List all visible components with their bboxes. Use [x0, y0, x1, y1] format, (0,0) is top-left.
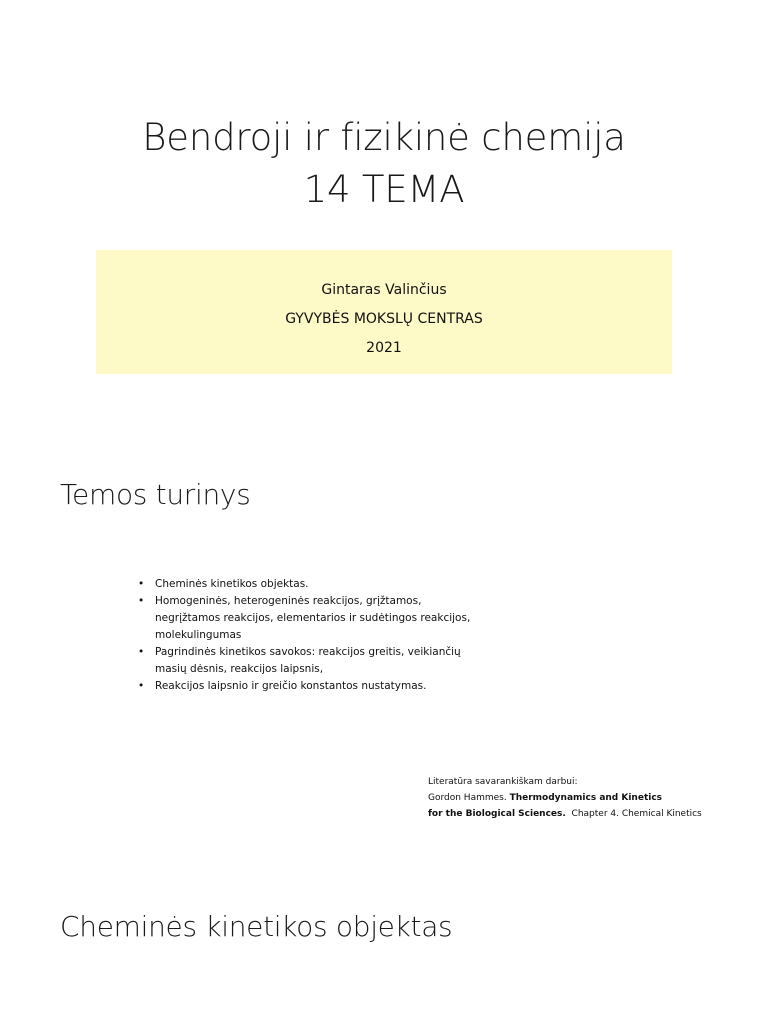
list-item-line: Cheminės kinetikos objektas.: [155, 578, 309, 590]
institution-name: GYVYBĖS MOKSLŲ CENTRAS: [285, 311, 483, 327]
year: 2021: [366, 340, 402, 356]
bullet-icon: •: [138, 595, 145, 607]
slide-title: [0, 112, 768, 216]
list-item: [138, 678, 470, 695]
book-title-part-1: Thermodynamics and Kinetics: [509, 793, 663, 803]
list-item-line: Reakcijos laipsnio ir greičio konstantos nustatymas.: [155, 680, 427, 692]
literature-author: Gordon Hammes.: [428, 793, 507, 803]
literature-note: [428, 774, 702, 822]
contents-heading: Temos turinys: [60, 478, 251, 511]
bullet-icon: •: [138, 578, 145, 590]
book-chapter: Chapter 4. Chemical Kinetics: [571, 809, 702, 819]
title-line-1: Bendroji ir fizikinė chemija: [142, 116, 626, 159]
literature-line-1: [428, 790, 702, 806]
list-item: [138, 644, 470, 678]
list-item: [138, 576, 470, 593]
list-item-line: negrįžtamos reakcijos, elementarios ir sudėtingos reakcijos,: [155, 612, 471, 624]
list-item-line: masių dėsnis, reakcijos laipsnis,: [155, 663, 324, 675]
literature-line-2: [428, 806, 702, 822]
literature-label: Literatūra savarankiškam darbui:: [428, 777, 578, 787]
list-item: [138, 593, 470, 644]
bullet-icon: •: [138, 680, 145, 692]
kinetics-object-heading: Cheminės kinetikos objektas: [60, 910, 453, 943]
author-name: Gintaras Valinčius: [321, 282, 447, 298]
author-info-box: [96, 250, 672, 374]
topic-list: [138, 576, 470, 695]
list-item-line: Homogeninės, heterogeninės reakcijos, grįžtamos,: [155, 595, 422, 607]
title-line-2: 14 TEMA: [303, 168, 465, 211]
list-item-line: Pagrindinės kinetikos savokos: reakcijos greitis, veikiančių: [155, 646, 461, 658]
bullet-icon: •: [138, 646, 145, 658]
list-item-line: molekulingumas: [155, 629, 242, 641]
book-title-part-2: for the Biological Sciences.: [428, 809, 566, 819]
